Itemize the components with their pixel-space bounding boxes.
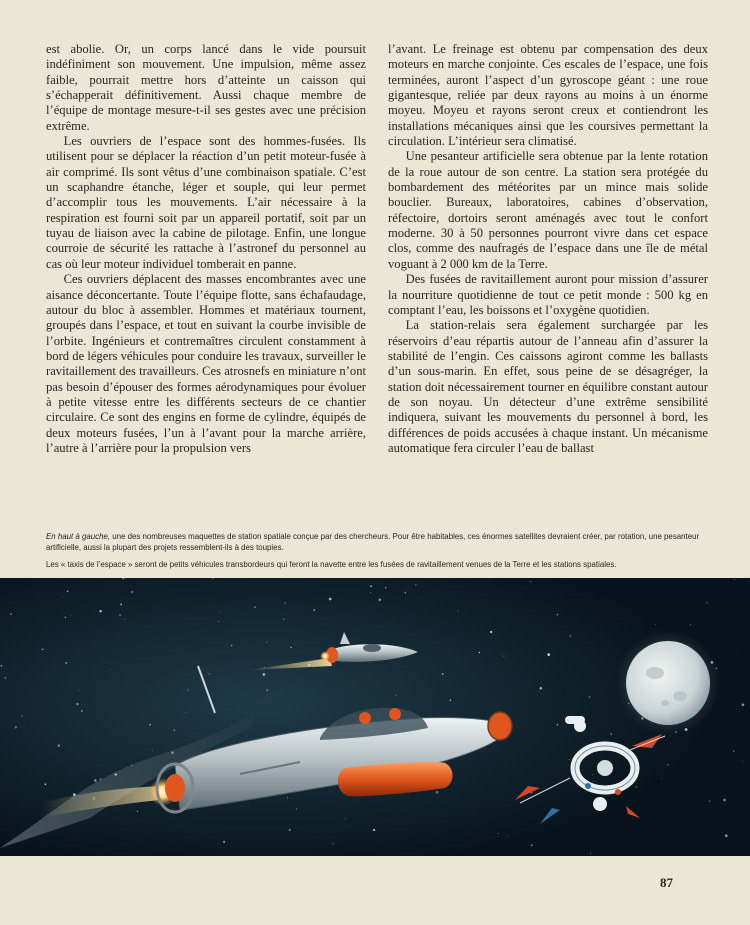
caption-text: une des nombreuses maquettes de station spatiale conçue par des chercheurs. Pour être habitables, ces énormes satellites devraient créer, par rotation, une pesanteur artificielle, aussi la plupart des projets ressemblent-ils à des toupies. — [46, 532, 700, 552]
star — [313, 609, 315, 611]
star — [557, 614, 558, 615]
page-number: 87 — [660, 875, 673, 890]
star — [296, 808, 297, 809]
space-illustration — [0, 578, 750, 856]
star — [131, 765, 132, 766]
star — [266, 641, 267, 642]
star — [379, 599, 382, 602]
star — [152, 750, 153, 751]
star — [589, 696, 591, 698]
star — [21, 715, 23, 717]
star — [540, 687, 543, 690]
star — [289, 829, 291, 831]
star — [254, 606, 256, 608]
star — [498, 833, 499, 834]
caption-bottom: Les « taxis de l’espace » seront de petits véhicules transbordeurs qui feront la navette entre les fusées de ravitaillement venues de la Terre et les stations spatiales. — [46, 560, 617, 569]
star — [415, 584, 416, 585]
star — [284, 602, 286, 604]
star — [670, 736, 671, 737]
star — [667, 764, 668, 765]
star — [442, 673, 444, 675]
star — [479, 652, 480, 653]
star — [263, 673, 266, 676]
star — [570, 635, 571, 636]
star — [635, 786, 637, 788]
star — [373, 829, 375, 831]
star — [737, 651, 738, 652]
star — [734, 579, 735, 580]
star — [203, 742, 204, 743]
star — [547, 653, 550, 656]
star — [370, 585, 372, 587]
paragraph: Les ouvriers de l’espace sont des hommes-fusées. Ils utilisent pour se déplacer la réaction d’un petit moteur-fusée à air comprimé. Ils sont vêtus d’une combinaison spatiale. C’est un scaphandre étanche, léger et souple, qui leur permet d’accomplir tous les mouvements. L’air nécessaire à la respiration est fourni soit par un appareil portatif, soit par un tuyau de liaison avec la cabine de pilotage. Enfin, une longue courroie de sécurité les rattache à l’astronef du personnel au cas où leur moteur individuel tomberait en panne. — [46, 134, 366, 271]
column-left — [46, 42, 366, 504]
star — [219, 612, 220, 613]
star — [1, 665, 2, 666]
star — [70, 615, 71, 616]
star — [76, 703, 78, 705]
star — [99, 610, 101, 612]
star — [370, 592, 371, 593]
star — [45, 783, 47, 785]
star — [450, 699, 451, 700]
paragraph: est abolie. Or, un corps lancé dans le vide poursuit indéfiniment son mouvement. Une impulsion, même assez faible, pourrait mettre hors d’atteinte un caisson qui s’échapperait définitivement. Aussi chaque membre de l’équipe de montage mesure-t-il ses gestes avec une précision extrême. — [46, 42, 366, 133]
star — [530, 581, 531, 582]
star — [137, 811, 138, 812]
paragraph: Une pesanteur artificielle sera obtenue par la lente rotation de la roue autour de son centre. La station sera protégée du bombardement des météorites par un mince mais solide bouclier. Bureaux, laboratoires, cabines d’observation, réfectoire, dortoirs seront aménagés avec tout le confort moderne. 30 à 50 personnes pourront vivre dans cet espace clos, comme des naufragés de l’espace dans une île de métal voguant à 2 000 km de la Terre. — [388, 149, 708, 271]
star — [124, 619, 125, 620]
paragraph: Ces ouvriers déplacent des masses encombrantes avec une aisance déconcertante. Toute l’équipe flotte, sans échafaudage, autour du bloc à assembler. Hommes et matériaux tournent, groupés dans l’espace, et tout en suivant la courbe invisible de l’orbite. Ingénieurs et contremaîtres circulent constamment à bord de légers véhicules pour conduire les travaux, surveiller le ravitaillement des travailleurs. Ces atrosnefs en miniature n’ont pas besoin d’épouser des formes aérodynamiques pour évoluer à petite vitesse entre les différents secteurs de ce chantier circulaire. Ce sont des engins en forme de cylindre, équipés de deux moteurs fusées, l’un à l’avant pour la marche arrière, l’autre à l’arrière pour la propulsion vers — [46, 272, 366, 455]
star — [100, 778, 102, 780]
star — [223, 841, 225, 843]
star — [186, 712, 187, 713]
star — [266, 689, 268, 691]
star — [742, 761, 743, 762]
star — [65, 617, 66, 618]
text-columns — [46, 42, 708, 504]
star — [287, 797, 288, 798]
star — [283, 619, 284, 620]
star — [333, 843, 334, 844]
star — [396, 695, 397, 696]
star — [404, 592, 406, 594]
star — [78, 690, 79, 691]
star — [58, 744, 60, 746]
star — [109, 848, 110, 849]
paragraph: La station-relais sera également surchargée par les réservoirs d’eau répartis autour de l’anneau afin d’assurer la stabilité de l’engin. Ces caissons agiront comme les ballasts d’un sous-marin. En effet, sous peine de se désagréger, la station doit nécessairement tourner en équilibre constant autour de son noyau. Un détecteur d’une extrême sensibilité indiquera, suivant les mouvements du personnel à bord, les différences de poids accusées à chaque instant. Un mécanisme automatique fera circuler l’eau de ballast — [388, 318, 708, 455]
star — [65, 662, 67, 664]
star — [723, 799, 726, 802]
star — [149, 724, 150, 725]
star — [231, 645, 233, 647]
caption-lead: En haut à gauche, — [46, 532, 111, 541]
star — [733, 751, 734, 752]
star — [290, 647, 291, 648]
star — [264, 667, 265, 668]
star — [690, 624, 691, 625]
star — [187, 689, 189, 691]
star — [10, 613, 11, 614]
star — [436, 791, 439, 794]
star — [661, 778, 662, 779]
caption-top — [46, 531, 711, 553]
star — [490, 580, 491, 581]
star — [725, 834, 728, 837]
star — [742, 704, 745, 707]
star — [115, 774, 117, 776]
star — [329, 598, 332, 601]
star — [557, 724, 559, 726]
star — [611, 733, 612, 734]
star — [749, 582, 750, 583]
star — [172, 808, 173, 809]
star — [709, 800, 711, 802]
star — [385, 587, 386, 588]
moon — [626, 641, 710, 725]
star — [62, 597, 63, 598]
star — [707, 602, 708, 603]
star — [131, 591, 134, 594]
star — [655, 624, 656, 625]
star — [119, 614, 121, 616]
paragraph: Des fusées de ravitaillement auront pour mission d’assurer la nourriture quotidienne de tout ce petit monde : 500 kg en comptant l’eau, les boissons et l’oxygène quotidien. — [388, 272, 708, 317]
star — [110, 669, 111, 670]
star — [218, 621, 219, 622]
paragraph: l’avant. Le freinage est obtenu par compensation des deux moteurs en marche conjointe. Ces escales de l’espace, une fois terminées, auront l’aspect d’un gyroscope géant : une roue gigantesque, reliée par deux rayons au moins à un énorme moyeu. Moyeu et rayons seront creux et contiendront les installations mécaniques ainsi que les coursives permettant la circulation. L’intérieur sera climatisé. — [388, 42, 708, 149]
star — [490, 631, 492, 633]
column-right — [388, 42, 708, 504]
star — [4, 677, 6, 679]
star — [42, 649, 44, 651]
star — [365, 705, 366, 706]
star — [171, 751, 174, 754]
star — [507, 836, 508, 837]
star — [458, 611, 459, 612]
star — [94, 779, 96, 781]
star — [569, 759, 570, 760]
star — [209, 673, 210, 674]
star — [590, 853, 591, 854]
star — [345, 818, 346, 819]
star — [15, 726, 17, 728]
star — [592, 774, 593, 775]
star — [503, 656, 504, 657]
star — [174, 729, 175, 730]
star — [120, 603, 122, 605]
star — [67, 590, 69, 592]
star — [531, 844, 533, 846]
star — [81, 710, 83, 712]
space-scene — [0, 578, 750, 856]
